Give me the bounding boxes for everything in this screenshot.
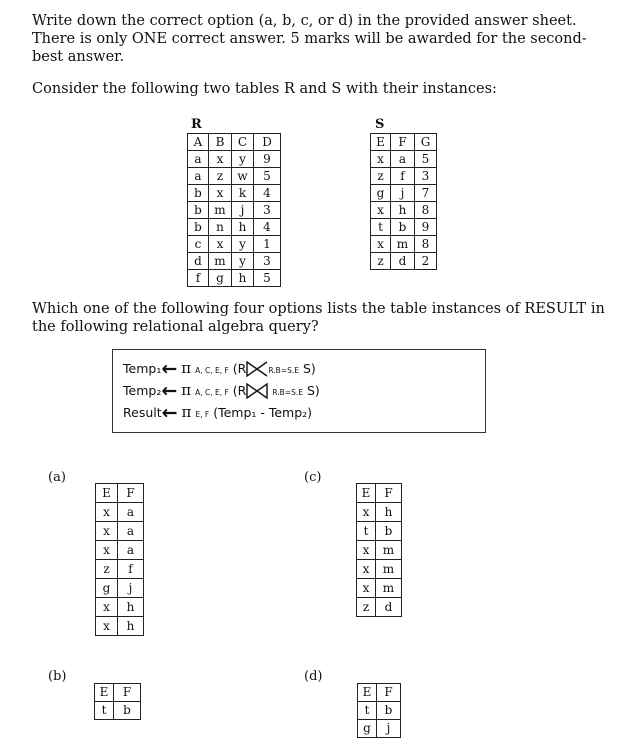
table-row xyxy=(188,185,281,202)
table-cell: 7 xyxy=(415,185,437,202)
left-arrow-icon: ← xyxy=(161,402,178,424)
table-cell: 4 xyxy=(254,185,281,202)
column-header: F xyxy=(118,484,144,503)
table-row xyxy=(96,579,144,598)
column-header: E xyxy=(357,484,376,503)
table-cell: x xyxy=(371,236,391,253)
table-s-caption: S xyxy=(375,117,385,132)
query-line-temp1 xyxy=(123,358,316,380)
table-row xyxy=(188,219,281,236)
left-arrow-icon: ← xyxy=(161,358,178,380)
table-cell: j xyxy=(377,720,401,738)
table-cell: m xyxy=(376,541,402,560)
table-row xyxy=(357,503,402,522)
column-header: D xyxy=(254,134,281,151)
table-cell: x xyxy=(357,579,376,598)
table-cell: a xyxy=(118,522,144,541)
column-header: G xyxy=(415,134,437,151)
table-cell: a xyxy=(391,151,415,168)
table-cell: a xyxy=(188,151,209,168)
table-cell: c xyxy=(188,236,209,253)
query-lhs: Result xyxy=(123,405,162,420)
table-row xyxy=(96,541,144,560)
table-row xyxy=(357,579,402,598)
query-box xyxy=(112,349,486,433)
table-cell: 1 xyxy=(254,236,281,253)
table-row xyxy=(357,598,402,617)
table-row xyxy=(357,560,402,579)
table-cell: h xyxy=(232,270,254,287)
query-open: (R xyxy=(232,383,247,398)
column-header: E xyxy=(358,684,377,702)
table-cell: g xyxy=(371,185,391,202)
table-cell: 3 xyxy=(415,168,437,185)
option-b-label: (b) xyxy=(48,669,67,684)
table-row xyxy=(188,202,281,219)
table-row xyxy=(371,253,437,270)
join-condition: R.B=S.E xyxy=(268,366,300,375)
table-cell: d xyxy=(188,253,209,270)
projection-attrs: A, C, E, F xyxy=(195,388,229,397)
table-cell: 2 xyxy=(415,253,437,270)
table-cell: 8 xyxy=(415,236,437,253)
table-cell: g xyxy=(209,270,232,287)
table-row xyxy=(95,702,141,720)
table-cell: 5 xyxy=(254,168,281,185)
table-cell: f xyxy=(188,270,209,287)
table-cell: g xyxy=(96,579,118,598)
table-row xyxy=(371,219,437,236)
column-header: F xyxy=(391,134,415,151)
column-header: F xyxy=(114,684,141,702)
table-cell: j xyxy=(232,202,254,219)
table-row xyxy=(188,253,281,270)
table-cell: x xyxy=(96,503,118,522)
table-cell: h xyxy=(232,219,254,236)
table-cell: h xyxy=(118,617,144,636)
column-header: E xyxy=(371,134,391,151)
table-cell: x xyxy=(371,202,391,219)
table-cell: h xyxy=(118,598,144,617)
table-row xyxy=(96,522,144,541)
column-header: F xyxy=(376,484,402,503)
table-r-caption: R xyxy=(191,117,202,132)
projection-attrs: A, C, E, F xyxy=(195,366,229,375)
table-cell: t xyxy=(371,219,391,236)
table-cell: y xyxy=(232,151,254,168)
table-cell: b xyxy=(376,522,402,541)
table-cell: z xyxy=(371,168,391,185)
column-header: F xyxy=(377,684,401,702)
table-cell: b xyxy=(188,185,209,202)
table-cell: m xyxy=(391,236,415,253)
table-row xyxy=(371,168,437,185)
table-header-row xyxy=(357,484,402,503)
table-cell: j xyxy=(391,185,415,202)
table-row xyxy=(357,541,402,560)
table-row xyxy=(96,560,144,579)
option-c-label: (c) xyxy=(304,470,322,485)
table-row xyxy=(96,598,144,617)
table-row xyxy=(188,168,281,185)
table-header-row xyxy=(188,134,281,151)
option-d-table xyxy=(357,683,401,738)
query-lhs: Temp₁ xyxy=(123,361,162,376)
table-cell: 3 xyxy=(254,253,281,270)
option-a-label: (a) xyxy=(48,470,66,485)
projection-attrs: E, F xyxy=(195,410,210,419)
table-cell: b xyxy=(391,219,415,236)
table-cell: t xyxy=(357,522,376,541)
table-cell: k xyxy=(232,185,254,202)
table-row xyxy=(371,151,437,168)
table-cell: f xyxy=(391,168,415,185)
instructions-text: Write down the correct option (a, b, c, or d) in the provided answer sheet. There is only ONE correct answer. 5 marks will be awarded for the second-best answer. xyxy=(32,13,587,65)
table-cell: m xyxy=(376,579,402,598)
table-row xyxy=(188,151,281,168)
table-cell: j xyxy=(118,579,144,598)
table-cell: m xyxy=(376,560,402,579)
table-cell: t xyxy=(358,702,377,720)
column-header: B xyxy=(209,134,232,151)
table-cell: m xyxy=(209,202,232,219)
table-cell: x xyxy=(209,185,232,202)
table-cell: y xyxy=(232,236,254,253)
table-cell: x xyxy=(96,522,118,541)
table-cell: 5 xyxy=(415,151,437,168)
option-b-table xyxy=(94,683,141,720)
table-header-row xyxy=(96,484,144,503)
query-close: S) xyxy=(306,383,320,398)
table-cell: x xyxy=(357,503,376,522)
left-outer-join-icon xyxy=(246,361,268,377)
table-cell: z xyxy=(96,560,118,579)
table-cell: b xyxy=(377,702,401,720)
query-line-temp2 xyxy=(123,380,320,402)
table-cell: t xyxy=(95,702,114,720)
column-header: C xyxy=(232,134,254,151)
table-cell: h xyxy=(391,202,415,219)
table-row xyxy=(358,702,401,720)
table-cell: b xyxy=(114,702,141,720)
table-cell: a xyxy=(118,503,144,522)
natural-join-icon xyxy=(246,383,268,399)
projection-symbol: π xyxy=(181,381,192,399)
table-cell: z xyxy=(371,253,391,270)
table-cell: x xyxy=(96,598,118,617)
table-cell: 5 xyxy=(254,270,281,287)
column-header: A xyxy=(188,134,209,151)
table-cell: b xyxy=(188,202,209,219)
table-cell: z xyxy=(357,598,376,617)
table-cell: h xyxy=(376,503,402,522)
query-close: S) xyxy=(303,361,316,376)
projection-symbol: π xyxy=(181,403,192,421)
table-row xyxy=(371,236,437,253)
table-s xyxy=(370,133,437,270)
table-header-row xyxy=(358,684,401,702)
table-cell: m xyxy=(209,253,232,270)
join-condition: R.B=S.E xyxy=(272,388,303,397)
projection-symbol: π xyxy=(181,359,192,377)
table-row xyxy=(188,270,281,287)
table-cell: n xyxy=(209,219,232,236)
table-cell: 9 xyxy=(415,219,437,236)
table-cell: y xyxy=(232,253,254,270)
table-cell: 4 xyxy=(254,219,281,236)
intro-text: Consider the following two tables R and S with their instances: xyxy=(32,81,497,97)
table-cell: x xyxy=(96,617,118,636)
table-cell: x xyxy=(209,236,232,253)
table-cell: b xyxy=(188,219,209,236)
table-row xyxy=(371,185,437,202)
table-cell: 9 xyxy=(254,151,281,168)
option-c-table xyxy=(356,483,402,617)
table-cell: z xyxy=(209,168,232,185)
option-d-label: (d) xyxy=(304,669,323,684)
table-cell: a xyxy=(188,168,209,185)
table-cell: a xyxy=(118,541,144,560)
column-header: E xyxy=(95,684,114,702)
table-cell: w xyxy=(232,168,254,185)
table-header-row xyxy=(95,684,141,702)
table-cell: d xyxy=(391,253,415,270)
query-lhs: Temp₂ xyxy=(123,383,162,398)
table-cell: g xyxy=(358,720,377,738)
table-row xyxy=(188,236,281,253)
table-header-row xyxy=(371,134,437,151)
table-row xyxy=(357,522,402,541)
table-cell: x xyxy=(371,151,391,168)
table-cell: f xyxy=(118,560,144,579)
table-r xyxy=(187,133,281,287)
query-line-result xyxy=(123,402,313,424)
table-cell: 3 xyxy=(254,202,281,219)
option-a-table xyxy=(95,483,144,636)
table-row xyxy=(96,617,144,636)
question-text: Which one of the following four options lists the table instances of RESULT in the following relational algebra query? xyxy=(32,301,605,335)
table-row xyxy=(358,720,401,738)
query-open: (R xyxy=(232,361,247,376)
table-cell: x xyxy=(357,541,376,560)
column-header: E xyxy=(96,484,118,503)
table-cell: d xyxy=(376,598,402,617)
table-cell: 8 xyxy=(415,202,437,219)
query-expression: (Temp₁ - Temp₂) xyxy=(213,405,313,420)
table-row xyxy=(96,503,144,522)
table-cell: x xyxy=(209,151,232,168)
table-cell: x xyxy=(96,541,118,560)
left-arrow-icon: ← xyxy=(161,380,178,402)
table-row xyxy=(371,202,437,219)
table-cell: x xyxy=(357,560,376,579)
